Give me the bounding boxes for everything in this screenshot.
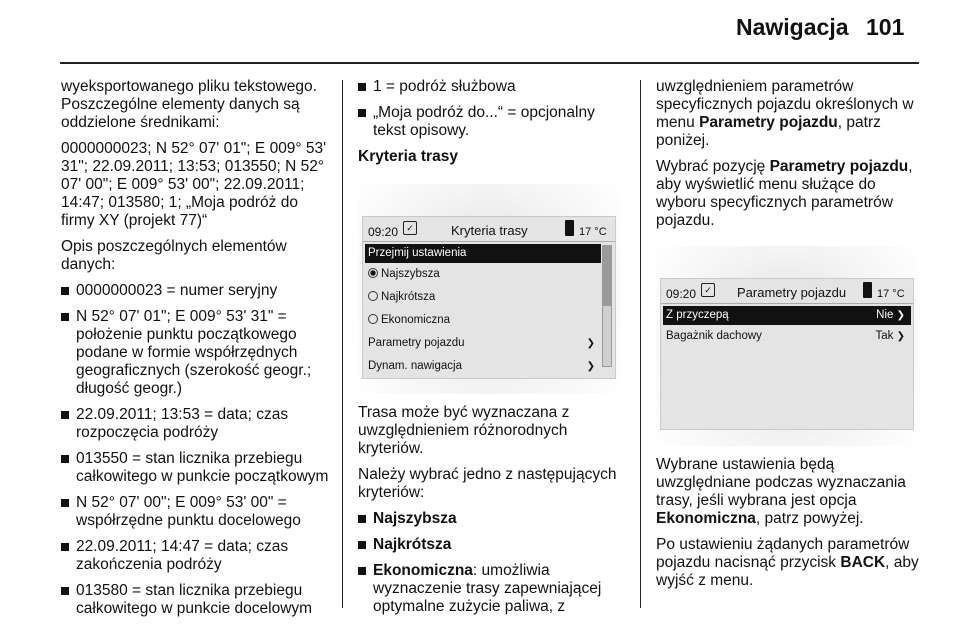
- text: , patrz poniżej.: [656, 114, 881, 149]
- display-title: Kryteria trasy: [451, 223, 528, 238]
- setting-value: [876, 325, 906, 348]
- checkmark-icon: ✓: [403, 221, 417, 235]
- list-item: 22.09.2011; 13:53 = data; czas rozpoczęcia podróży: [61, 406, 331, 442]
- text: uwzględnieniem parametrów specyficznych pojazdu określonych w menu: [656, 78, 914, 131]
- paragraph: Opis poszczególnych elementów danych:: [61, 238, 287, 273]
- clock-time: 09:20: [368, 225, 399, 239]
- paragraph: wyeksportowanego pliku tekstowego. Poszczególne elementy danych są oddzielone średnikami:: [61, 78, 317, 131]
- clock-time: 09:20: [666, 287, 697, 301]
- screenshot-vehicle-parameters: [656, 246, 918, 446]
- chevron-right-icon: ❯: [896, 310, 905, 321]
- column-1: [61, 78, 331, 626]
- radio-icon: [368, 291, 378, 301]
- bold-term: Parametry pojazdu: [769, 158, 909, 175]
- text: Po ustawieniu żądanych parametrów pojazdu nacisnąć przycisk: [656, 536, 910, 571]
- screenshot-route-criteria: [358, 184, 620, 394]
- bold-term: Ekonomiczna: [373, 562, 473, 579]
- column-2: [358, 78, 630, 624]
- menu-item-dynamic-navigation[interactable]: [363, 355, 615, 378]
- scrollbar[interactable]: [602, 245, 612, 367]
- paragraph: Należy wybrać jedno z następujących kryteriów:: [358, 466, 617, 501]
- bullet-list: [358, 510, 630, 616]
- paragraph: [656, 78, 926, 150]
- list-item: 1 = podróż służbowa: [358, 78, 630, 96]
- menu-item-label: Najszybsza: [381, 268, 440, 280]
- list-item: Najkrótsza: [358, 536, 630, 554]
- menu-item-adopt-settings[interactable]: Przejmij ustawienia: [365, 244, 601, 263]
- menu-item-label: Najkrótsza: [381, 291, 436, 303]
- list-item: 013550 = stan licznika przebiegu całkowitego w punkcie początkowym: [61, 450, 331, 486]
- value-text: Nie: [876, 309, 894, 321]
- paragraph: [656, 456, 926, 528]
- menu-item-economic[interactable]: [363, 309, 615, 332]
- bold-term: BACK: [840, 554, 886, 571]
- setting-value: [876, 306, 905, 325]
- scrollbar-thumb[interactable]: [603, 246, 611, 306]
- temperature: 17 °C: [877, 288, 905, 300]
- text: , aby wyświetlić menu służące do wyboru specyficznych parametrów pojazdu.: [656, 158, 913, 229]
- menu-item-roof-rack[interactable]: [661, 325, 913, 348]
- phone-icon: [863, 282, 872, 298]
- list-item: 0000000023 = numer seryjny: [61, 282, 331, 300]
- text: : umożliwia wyznaczenie trasy zapewniającej optymalne zużycie paliwa, z: [373, 562, 602, 615]
- page-header-title: Nawigacja: [736, 14, 849, 40]
- value-text: Tak: [875, 330, 894, 342]
- list-item: 22.09.2011; 14:47 = data; czas zakończenia podróży: [61, 538, 331, 574]
- list-item: N 52° 07' 00"; E 009° 53' 00" = współrzędne punktu docelowego: [61, 494, 331, 530]
- menu-item-label: Dynam. nawigacja: [368, 360, 462, 372]
- header-rule: [60, 62, 919, 64]
- display-header: [661, 279, 913, 304]
- menu-item-label: Parametry pojazdu: [368, 337, 465, 349]
- chevron-right-icon: ❯: [896, 331, 905, 342]
- column-separator-1: [342, 80, 343, 608]
- chevron-right-icon: ❯: [586, 338, 595, 349]
- text: Wybrane ustawienia będą uwzględniane podczas wyznaczania trasy, jeśli wybrana jest opcja: [656, 456, 906, 509]
- text: , aby wyjść z menu.: [656, 554, 919, 589]
- radio-selected-icon: [368, 268, 378, 278]
- list-item: „Moja podróż do...“ = opcjonalny tekst opisowy.: [358, 104, 630, 140]
- list-item: [358, 562, 630, 616]
- display-header: [363, 217, 615, 242]
- menu-item-shortest[interactable]: [363, 286, 615, 309]
- list-item: Najszybsza: [358, 510, 630, 528]
- paragraph: Trasa może być wyznaczana z uwzględnieniem różnorodnych kryteriów.: [358, 404, 570, 457]
- chevron-right-icon: ❯: [586, 361, 595, 372]
- list-item: N 52° 07' 01"; E 009° 53' 31" = położenie punktu początkowego podane w formie współrzędnych geograficznych (szerokość geogr.; długość geogr.): [61, 308, 331, 398]
- menu-item-label: Z przyczepą: [666, 309, 729, 321]
- list-item: 013580 = stan licznika przebiegu całkowitego w punkcie docelowym: [61, 582, 331, 618]
- page-number: 101: [866, 14, 905, 40]
- radio-icon: [368, 314, 378, 324]
- bold-term: Parametry pojazdu: [699, 114, 838, 131]
- temperature: 17 °C: [579, 226, 607, 238]
- menu-item-fastest[interactable]: [363, 263, 615, 286]
- menu-item-vehicle-params[interactable]: [363, 332, 615, 355]
- text: Wybrać pozycję: [656, 158, 770, 175]
- display-screen: [660, 278, 914, 430]
- display-screen: [362, 216, 616, 379]
- data-record-example: 0000000023; N 52° 07' 01"; E 009° 53' 31"; 22.09.2011; 13:53; 013550; N 52° 07' 00"; E 009° 53' 00"; 22.09.2011; 14:47; 013580; 1; „Moja podróż do firmy XY (projekt 77)“: [61, 140, 327, 229]
- column-separator-2: [640, 80, 641, 608]
- display-title: Parametry pojazdu: [737, 285, 847, 300]
- column-3: [656, 78, 926, 598]
- menu-item-label: Ekonomiczna: [381, 314, 451, 326]
- paragraph: [656, 158, 926, 230]
- bold-term: Ekonomiczna: [656, 510, 756, 527]
- menu-item-with-trailer[interactable]: [663, 306, 911, 325]
- section-title: Kryteria trasy: [358, 148, 458, 165]
- text: , patrz powyżej.: [755, 510, 864, 527]
- bullet-list: [358, 78, 630, 140]
- bullet-list: [61, 282, 331, 618]
- menu-item-label: Bagażnik dachowy: [666, 330, 762, 342]
- phone-icon: [565, 220, 574, 236]
- checkmark-icon: ✓: [701, 283, 715, 297]
- paragraph: [656, 536, 926, 590]
